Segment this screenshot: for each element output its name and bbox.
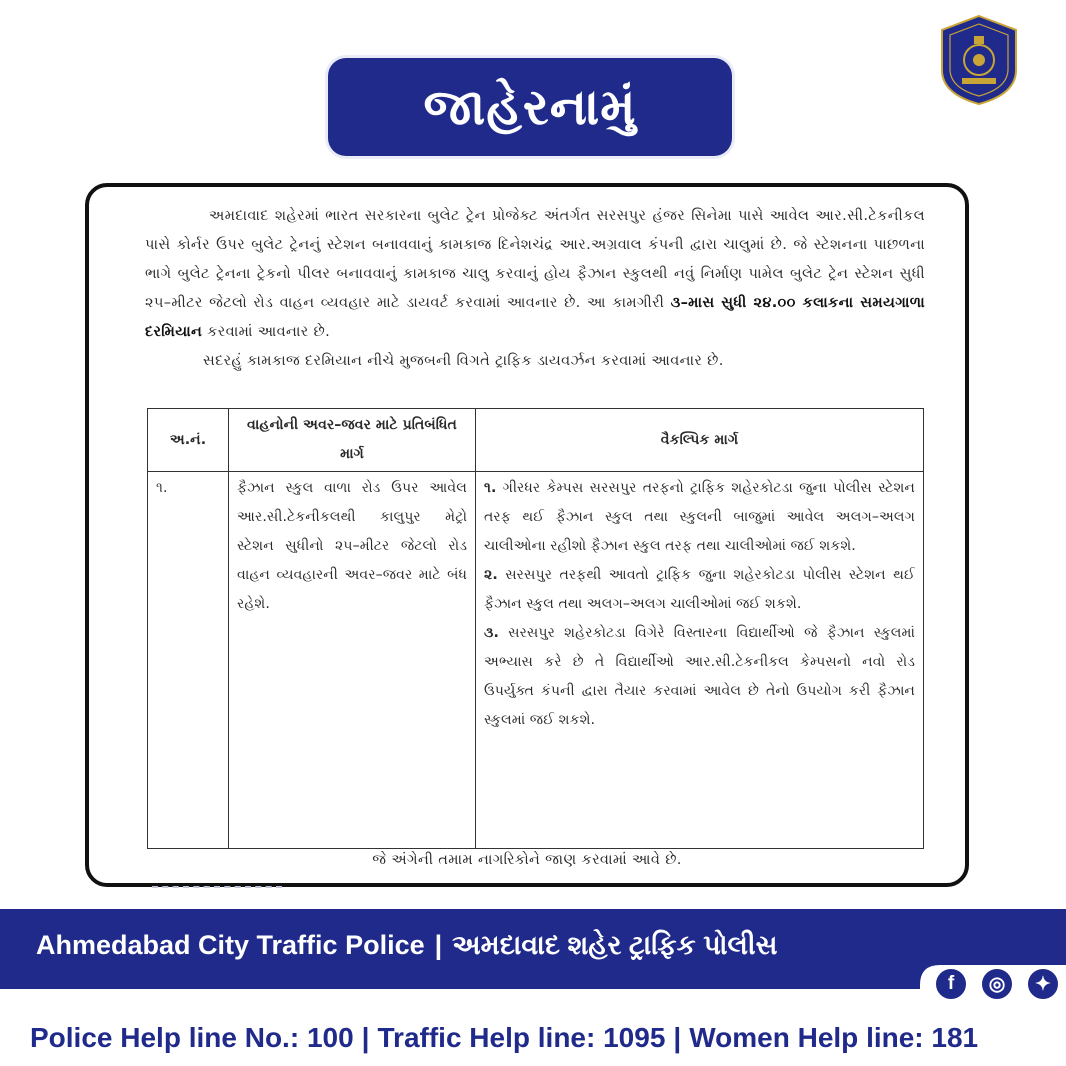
twitter-icon[interactable]: ✦ [1026, 967, 1060, 1001]
header-serial: અ.નં. [148, 409, 229, 472]
notice-body [145, 201, 925, 375]
helpline-separator: | [673, 1022, 682, 1053]
notice-paragraph-1: અમદાવાદ શહેરમાં ભારત સરકારના બુલેટ ટ્રેન પ્રોજેક્ટ અંતર્ગત સરસપુર હંજર સિનેમા પાસે આવેલ આર.સી.ટેકનીકલ પાસે કોર્નર ઉપર બુલેટ ટ્રેનનું સ્ટેશન બનાવવાનું કામકાજ દિનેશચંદ્ર આર.અગ્રવાલ કંપની દ્વારા ચાલુમાં છે. જે સ્ટેશનના પાછળના ભાગે બુલેટ ટ્રેનના ટ્રેકનો પીલર બનાવવાનું કામકાજ ચાલુ કરવાનું હોય ફૈઝાન સ્કુલથી નવું નિર્માણ પામેલ બુલેટ ટ્રેન સ્ટેશન સુધી ૨૫–મીટર જેટલો રોડ વાહન વ્યવહાર માટે ડાયવર્ટ કરવામાં આવનાર છે. આ કામગીરી ૩–માસ સુધી ૨૪.૦૦ કલાકના સમયગાળા દરમિયાન કરવામાં આવનાર છે. [145, 207, 925, 340]
alternate-item: ૧. ગીરધર કેમ્પસ સરસપુર તરફનો ટ્રાફિક શહેરકોટડા જુના પોલીસ સ્ટેશન તરફ થઈ ફૈઝાન સ્કુલ તથા સ્કુલની બાજુમાં આવેલ અલગ–અલગ ચાલીઓના રહીશો ફૈઝાન સ્કુલ તરફ તથા ચાલીઓમાં જઈ શકશે. [484, 480, 915, 554]
table-row [148, 472, 924, 849]
gujarat-police-badge [938, 14, 1020, 106]
women-helpline: Women Help line: 181 [689, 1022, 979, 1053]
traffic-helpline: Traffic Help line: 1095 [377, 1022, 666, 1053]
row-restricted-road: ફૈઝાન સ્કુલ વાળા રોડ ઉપર આવેલ આર.સી.ટેકનીકલથી કાલુપુર મેટ્રો સ્ટેશન સુધીનો ૨૫–મીટર જેટલો રોડ વાહન વ્યવહારની અવર–જવર માટે બંધ રહેશે. [229, 472, 476, 849]
org-name-english: Ahmedabad City Traffic Police [36, 930, 425, 960]
instagram-icon[interactable]: ◎ [980, 967, 1014, 1001]
alternate-item: ૩. સરસપુર શહેરકોટડા વિગેરે વિસ્તારના વિદ્યાર્થીઓ જે ફૈઝાન સ્કુલમાં અભ્યાસ કરે છે તે વિદ્યાર્થીઓ આર.સી.ટેકનીકલ કેમ્પસનો નવો રોડ ઉપર્યુક્ત કંપની દ્વારા તૈયાર કરવામાં આવેલ છે તેનો ઉપયોગ કરી ફૈઝાન સ્કુલમાં જઈ શકશે. [484, 625, 915, 728]
notice-paragraph-2: સદરહું કામકાજ દરમિયાન નીચે મુજબની વિગતે ટ્રાફિક ડાયવર્ઝન કરવામાં આવનાર છે. [203, 352, 724, 369]
alternate-item: ૨. સરસપુર તરફથી આવતો ટ્રાફિક જુના શહેરકોટડા પોલીસ સ્ટેશન થઈ ફૈઝાન સ્કુલ તથા અલગ–અલગ ચાલીઓમાં જઈ શકશે. [484, 567, 915, 612]
signature-trace [152, 886, 282, 894]
header-restricted-road: વાહનોની અવર–જવર માટે પ્રતિબંધિત માર્ગ [229, 409, 476, 472]
helpline-separator: | [361, 1022, 370, 1053]
notice-closing: જે અંગેની તમામ નાગરિકોને જાણ કરવામાં આવે છે. [372, 851, 682, 868]
page-title: જાહેરનામું [423, 77, 637, 136]
page-title-banner [328, 58, 732, 156]
table-header-row [148, 409, 924, 472]
police-helpline: Police Help line No.: 100 [30, 1022, 354, 1053]
row-alternate-routes [476, 472, 924, 849]
org-separator: | [434, 930, 443, 960]
helpline-bar [30, 1022, 978, 1054]
footer-org-line [36, 930, 777, 962]
org-name-gujarati: અમદાવાદ શહેર ટ્રાફિક પોલીસ [452, 930, 778, 960]
row-serial: ૧. [148, 472, 229, 849]
duration-highlight: ૩–માસ સુધી ૨૪.૦૦ કલાકના સમયગાળા દરમિયાન [145, 294, 925, 340]
notice-document [85, 183, 969, 887]
facebook-icon[interactable]: f [934, 967, 968, 1001]
header-alternate-road: વૈકલ્પિક માર્ગ [476, 409, 924, 472]
diversion-table [147, 408, 924, 849]
